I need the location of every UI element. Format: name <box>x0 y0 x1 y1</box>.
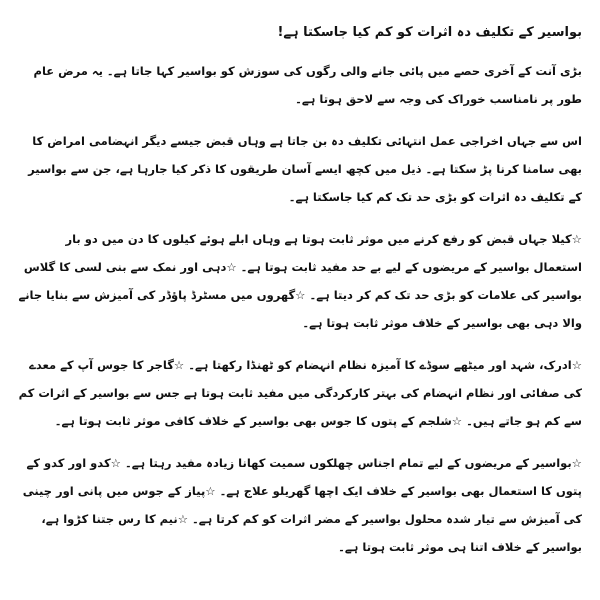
paragraph-remedies-ginger-carrot: ☆ادرک، شہد اور میٹھے سوڈے کا آمیزہ نظام انہضام کو ٹھنڈا رکھتا ہے۔ ☆گاجر کا جوس آپ کے معدے کی صفائی اور نظام انہضام کی بہتر کارکردگی میں مفید ثابت ہوتا ہے جس سے بواسیر کے اثرات کم سے کم ہو جاتے ہیں۔ ☆شلجم کے پتوں کا جوس بھی بواسیر کے خلاف کافی موثر ثابت ہوتا ہے۔ <box>18 358 582 428</box>
paragraph-symptoms: اس سے جہاں اخراجی عمل انتہائی تکلیف دہ بن جاتا ہے وہاں قبض جیسے دیگر انہضامی امراض کا بھی سامنا کرنا پڑ سکتا ہے۔ ذیل میں کچھ ایسے آسان طریقوں کا ذکر کیا جارہا ہے، جن سے بواسیر کے تکلیف دہ اثرات کو بڑی حد تک کم کیا جاسکتا ہے۔ <box>28 134 582 204</box>
paragraph-remedies-grains-onion: ☆بواسیر کے مریضوں کے لیے تمام اجناس چھلکوں سمیت کھانا زیادہ مفید رہتا ہے۔ ☆کدو اور کدو کے پتوں کا استعمال بھی بواسیر کے خلاف ایک اچھا گھریلو علاج ہے۔ ☆پیاز کے جوس میں پانی اور چینی کی آمیزش سے تیار شدہ محلول بواسیر کے مضر اثرات کو کم کرتا ہے۔ ☆نیم کا رس جتنا کڑوا ہے، بواسیر کے خلاف اتنا ہی موثر ثابت ہوتا ہے۔ <box>22 456 582 554</box>
article-title: بواسیر کے تکلیف دہ اثرات کو کم کیا جاسکتا ہے! <box>277 25 582 40</box>
paragraph-remedies-banana-yogurt: ☆کیلا جہاں قبض کو رفع کرنے میں موثر ثابت ہوتا ہے وہاں ابلے ہوئے کیلوں کا دن میں دو بار استعمال بواسیر کے مریضوں کے لیے بے حد مفید ثابت ہوتا ہے۔ ☆دہی اور نمک سے بنی لسی کا گلاس بواسیر کی علامات کو بڑی حد تک کم کر دیتا ہے۔ ☆گھروں میں مسٹرڈ پاؤڈر کی آمیزش سے بنایا جانے والا دہی بھی بواسیر کے خلاف موثر ثابت ہوتا ہے۔ <box>18 232 582 330</box>
paragraph-intro: بڑی آنت کے آخری حصے میں پائی جانے والی رگوں کی سوزش کو بواسیر کہا جاتا ہے۔ یہ مرض عام طور پر نامناسب خوراک کی وجہ سے لاحق ہوتا ہے۔ <box>33 64 582 106</box>
